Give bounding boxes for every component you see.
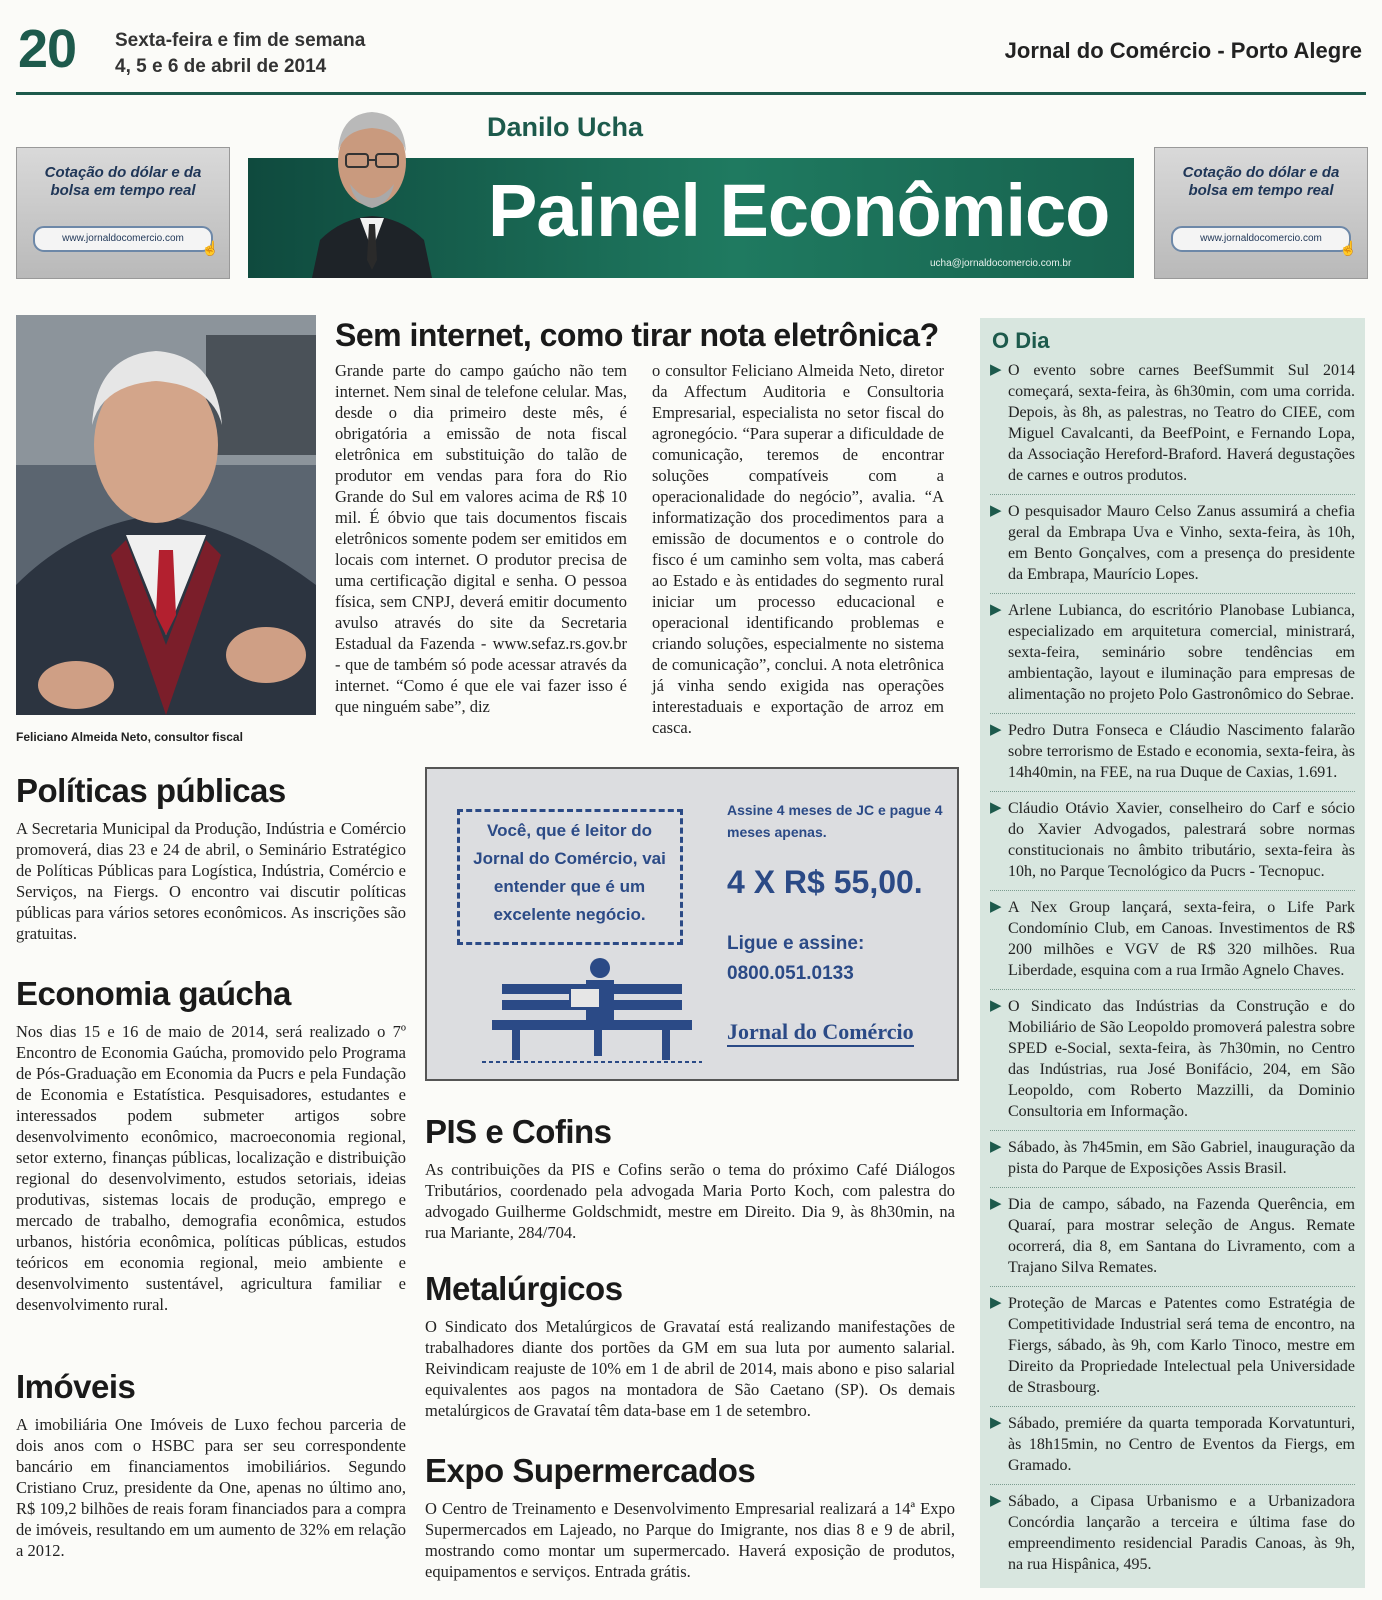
promo-text: Cotação do dólar e da bolsa em tempo real <box>1182 164 1340 199</box>
article-title-internet: Sem internet, como tirar nota eletrônica? <box>335 317 939 353</box>
article-title-economia: Economia gaúcha <box>16 975 291 1012</box>
promo-box-right[interactable] <box>1154 147 1368 279</box>
list-item <box>990 1491 1355 1583</box>
list-item-text: Sábado, às 7h45min, em São Gabriel, inauguração da pista do Parque de Exposições Assis Brasil. <box>1008 1139 1355 1177</box>
ad-slogan: Você, que é leitor do Jornal do Comércio, vai entender que é um excelente negócio. <box>473 821 666 924</box>
column-email[interactable]: ucha@jornaldocomercio.com.br <box>930 258 1072 269</box>
article-title-imoveis: Imóveis <box>16 1368 136 1405</box>
arrow-right-icon: ▶ <box>990 362 1002 378</box>
arrow-right-icon: ▶ <box>990 1493 1002 1509</box>
arrow-right-icon: ▶ <box>990 899 1002 915</box>
list-item <box>990 600 1355 714</box>
list-item-text: Sábado, premiére da quarta temporada Korvatunturi, às 18h15min, no Centro de Eventos da Fiergs, em Gramado. <box>1008 1415 1355 1474</box>
list-item <box>990 798 1355 891</box>
list-item-text: O pesquisador Mauro Celso Zanus assumirá a chefia geral da Embrapa Uva e Vinho, sexta-feira, às 10h, em Bento Gonçalves, com a presença do presidente da Embrapa, Maurício Lopes. <box>1008 503 1355 583</box>
list-item <box>990 1413 1355 1485</box>
arrow-right-icon: ▶ <box>990 998 1002 1014</box>
article-body-imoveis: A imobiliária One Imóveis de Luxo fechou parceria de dois anos com o HSBC para ser seu correspondente bancário em financiamentos imobiliários. Segundo Cristiano Cruz, presidente da One, apenas no último ano, R$ 109,2 bilhões de reais foram financiados para a compra de imóveis, resultando em um aumento de 32% em relação a 2012. <box>16 1415 406 1560</box>
sidebar-o-dia <box>980 318 1365 1588</box>
bench-reader-illustration <box>482 954 702 1064</box>
article-title-pis: PIS e Cofins <box>425 1113 612 1150</box>
list-item-text: Cláudio Otávio Xavier, conselheiro do Carf e sócio do Xavier Advogados, palestrará sobre normas constitucionais no âmbito tributário, sexta-feira às 10h, no Parque Tecnológico da Pucrs - Tecnopuc. <box>1008 800 1355 880</box>
ad-offer: Assine 4 meses de JC e pague 4 meses apenas. <box>727 802 943 840</box>
promo-url[interactable]: www.jornaldocomercio.com <box>33 226 213 252</box>
article-title-metalurgicos: Metalúrgicos <box>425 1270 623 1307</box>
article-body-metalurgicos: O Sindicato dos Metalúrgicos de Gravataí está realizando manifestações de trabalhadores diante dos portões da GM em sua luta por aumento salarial. Reivindicam reajuste de 10% em 1 de abril de 2014, mais abono e piso salarial equivalentes aos pagos na montadora de São Caetano (SP). Os demais metalúrgicos de Gravataí têm data-base em 1 de setembro. <box>425 1317 955 1420</box>
list-item-text: A Nex Group lançará, sexta-feira, o Life Park Condomínio Club, em Canoas. Investimentos de R$ 200 milhões e VGV de R$ 320 milhões. Rua Liberdade, esquina com a rua Irmão Agnelo Chaves. <box>1008 899 1355 979</box>
article-body-pis: As contribuições da PIS e Cofins serão o tema do próximo Café Diálogos Tributários, coordenado pela advogada Maria Porto Koch, com palestra do advogado Guilherme Goldschmidt, mestre em Direito. Dia 9, às 8h30min, na rua Mariante, 284/704. <box>425 1160 955 1242</box>
ad-phone[interactable]: Ligue e assine: 0800.051.0133 <box>727 933 865 984</box>
sidebar-list <box>990 360 1355 1589</box>
arrow-right-icon: ▶ <box>990 800 1002 816</box>
promo-text: Cotação do dólar e da bolsa em tempo real <box>44 164 202 199</box>
arrow-right-icon: ▶ <box>990 1139 1002 1155</box>
arrow-right-icon: ▶ <box>990 1415 1002 1431</box>
feature-photo <box>16 315 316 715</box>
page-number: 20 <box>18 19 77 79</box>
photo-caption: Feliciano Almeida Neto, consultor fiscal <box>16 730 243 744</box>
list-item <box>990 1293 1355 1407</box>
list-item-text: O Sindicato das Indústrias da Construção e do Mobiliário de São Leopoldo promoverá palestra sobre SPED e-Social, sexta-feira, às 7h30min, no Centro das Indústrias, rua José Bonifácio, 204, em São Leopoldo, com Roberto Mazzilli, da Dominio Consultoria em Informação. <box>1008 998 1355 1120</box>
cursor-icon: ☝ <box>201 240 219 256</box>
arrow-right-icon: ▶ <box>990 503 1002 519</box>
article-body-internet-col2: o consultor Feliciano Almeida Neto, diretor da Affectum Auditoria e Consultoria Empresarial, especialista no setor fiscal do agronegócio. “Para superar a dificuldade de comunicação, teremos de encontrar soluções compatíveis com a operacionalidade do negócio”, avalia. “A informatização dos procedimentos para a emissão de documentos e o controle do fisco é um caminho sem volta, mas caberá ao Estado e às entidades do segmento rural iniciar um processo educacional e operacional identificando problemas e criando soluções, especialmente no sistema de comunicação”, conclui. A nota eletrônica já vinha sendo exigida nas operações interestaduais e exportação de arroz em casca. <box>652 361 944 737</box>
promo-url[interactable]: www.jornaldocomercio.com <box>1171 226 1351 252</box>
list-item <box>990 501 1355 594</box>
list-item-text: Arlene Lubianca, do escritório Planobase Lubianca, especializado em arquitetura comercial, ministrará, sexta-feira, seminário sobre tendências em ambientação, layout e iluminação para empresas de alimentação no projeto Polo Gastronômico do Sebrae. <box>1008 602 1355 703</box>
list-item <box>990 360 1355 495</box>
promo-box-left[interactable] <box>16 147 230 279</box>
list-item <box>990 996 1355 1131</box>
ad-price: 4 X R$ 55,00. <box>727 864 923 900</box>
arrow-right-icon: ▶ <box>990 1295 1002 1311</box>
list-item <box>990 1194 1355 1287</box>
article-body-internet-col1: Grande parte do campo gaúcho não tem internet. Nem sinal de telefone celular. Mas, desde o dia primeiro deste mês, é obrigatória a emissão de nota fiscal eletrônica em substituição do talão de produtor em vendas para fora do Rio Grande do Sul em valores acima de R$ 10 mil. É óbvio que tais documentos fiscais eletrônicos somente podem ser emitidos em locais com internet. O produtor precisa de uma certificação digital e senha. O pessoa física, sem CNPJ, deverá emitir documento avulso através do site da Secretaria Estadual da Fazenda - www.sefaz.rs.gov.br - que de também só pode acessar através da internet. “Como é que ele vai fazer isso é que ninguém sabe”, diz <box>335 361 627 716</box>
column-title: Painel Econômico <box>488 169 1110 252</box>
list-item-text: Dia de campo, sábado, na Fazenda Querência, em Quaraí, para mostrar seleção de Angus. Remate ocorrerá, dia 8, em Santana do Livramento, com a Trajano Silva Remates. <box>1008 1196 1355 1276</box>
list-item <box>990 720 1355 792</box>
list-item-text: Proteção de Marcas e Patentes como Estratégia de Competitividade Industrial será tema de encontro, na Fiergs, sábado, às 9h, com Karlo Tinoco, mestre em Direito da Propriedade Intelectual pela Universidade de Strasbourg. <box>1008 1295 1355 1396</box>
list-item-text: Pedro Dutra Fonseca e Cláudio Nascimento falarão sobre terrorismo de Estado e economia, sexta-feira, às 14h40min, na FEE, na rua Duque de Caxias, 1.691. <box>1008 722 1355 781</box>
article-title-expo: Expo Supermercados <box>425 1452 756 1489</box>
arrow-right-icon: ▶ <box>990 1196 1002 1212</box>
newspaper-name: Jornal do Comércio - Porto Alegre <box>1004 38 1362 63</box>
list-item <box>990 1137 1355 1188</box>
masthead-divider <box>16 92 1366 95</box>
list-item-text: O evento sobre carnes BeefSummit Sul 2014 começará, sexta-feira, às 6h30min, com uma corrida. Depois, às 8h, as palestras, no Teatro do CIEE, com Miguel Cavalcanti, da BeefPoint, e Fernando Lopa, da Associação Hereford-Braford. Haverá degustações de carnes e outros produtos. <box>1008 362 1355 484</box>
list-item <box>990 897 1355 990</box>
sidebar-title: O Dia <box>992 328 1050 353</box>
article-body-expo: O Centro de Treinamento e Desenvolvimento Empresarial realizará a 14ª Expo Supermercados em Lajeado, no Parque do Imigrante, nos dias 8 e 9 de abril, mostrando como montar um supermercado. Haverá exposição de produtos, equipamentos e serviços. Entrada grátis. <box>425 1499 955 1581</box>
arrow-right-icon: ▶ <box>990 722 1002 738</box>
arrow-right-icon: ▶ <box>990 602 1002 618</box>
author-name: Danilo Ucha <box>487 112 644 142</box>
author-photo <box>302 100 442 278</box>
cursor-icon: ☝ <box>1339 240 1357 256</box>
date-line-1: Sexta-feira e fim de semana <box>115 30 366 51</box>
list-item-text: Sábado, a Cipasa Urbanismo e a Urbanizadora Concórdia lançarão a terceira e última fase do empreendimento residencial Paradis Canoas, às 9h, na rua Hispânica, 495. <box>1008 1493 1355 1573</box>
ad-logo: Jornal do Comércio <box>727 1019 914 1047</box>
article-title-politicas: Políticas públicas <box>16 772 286 809</box>
subscription-ad[interactable] <box>425 767 959 1081</box>
article-body-politicas: A Secretaria Municipal da Produção, Indústria e Comércio promoverá, dias 23 e 24 de abril, o Seminário Estratégico de Políticas Públicas para Logística, Indústria, Comércio e Serviços, na Fiergs. O encontro vai discutir políticas públicas para vários setores econômicos. As inscrições são gratuitas. <box>16 819 406 943</box>
date-line-2: 4, 5 e 6 de abril de 2014 <box>115 56 327 77</box>
article-body-economia: Nos dias 15 e 16 de maio de 2014, será realizado o 7º Encontro de Economia Gaúcha, promovido pelo Programa de Pós-Graduação em Economia da Pucrs e pela Fundação de Economia e Estatística. Pesquisadores, estudantes e interessados podem submeter artigos sobre desenvolvimento econômico, macroeconomia regional, setor externo, finanças públicas, localização e distribuição regional do desenvolvimento, estudos setoriais, ideias produtivas, sistemas locais de produção, emprego e mercado de trabalho, demografia econômica, estudos urbanos, história econômica, políticas públicas, estudos teóricos em economia regional, meio ambiente e desenvolvimento sustentável, agricultura familiar e desenvolvimento rural. <box>16 1022 406 1314</box>
